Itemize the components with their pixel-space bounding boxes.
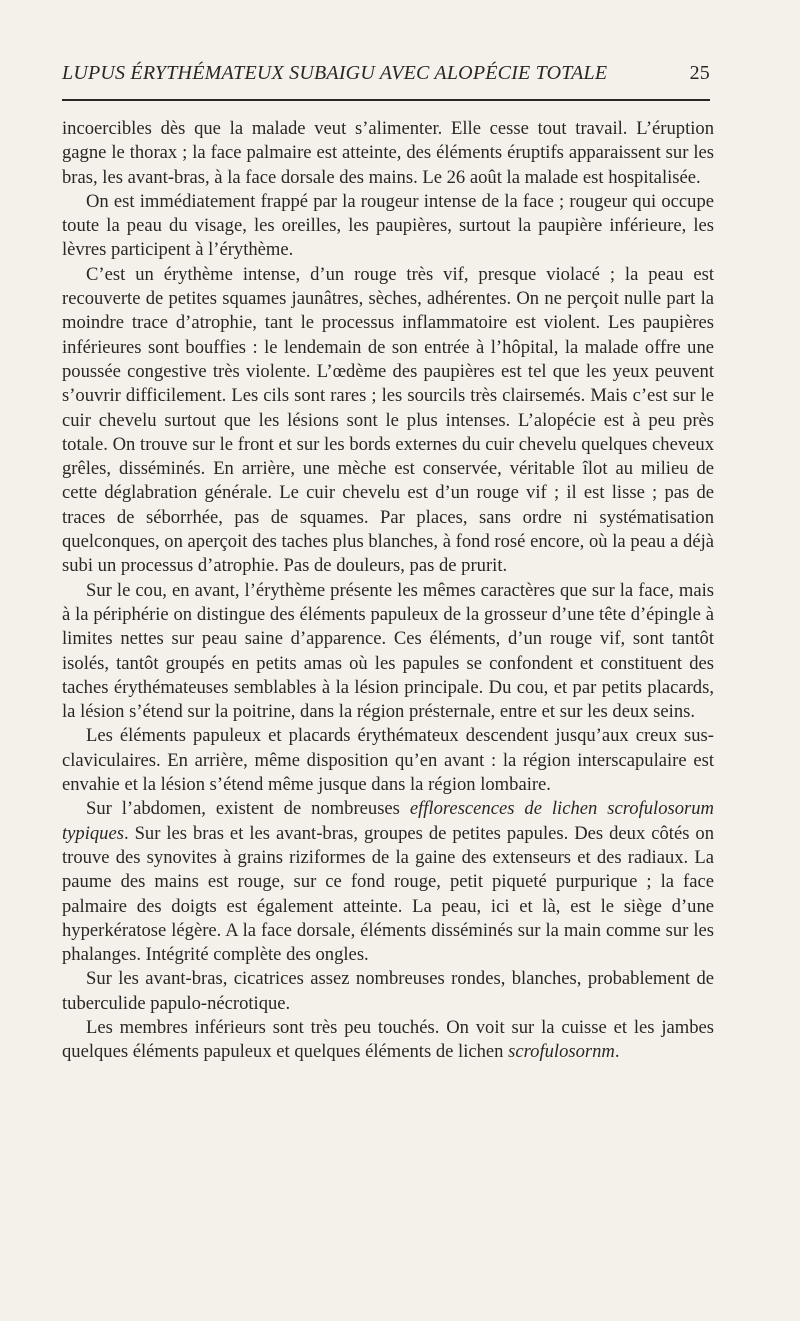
paragraph-papular-elements: Les éléments papuleux et placards érythémateux descendent jusqu’aux creux sus-claviculaires. En arrière, même disposition qu’en avant : la région interscapulaire est envahie et la lésion s’étend même jusque dans la région lombaire. bbox=[62, 725, 714, 796]
lichen-term: efflorescences de lichen scrofulosorum typiques bbox=[62, 798, 714, 844]
running-head bbox=[62, 62, 710, 92]
scrofulosorum-term: scrofulosornm bbox=[508, 1041, 615, 1063]
paragraph-lower-limbs bbox=[62, 1016, 714, 1065]
paragraph-abdomen bbox=[62, 797, 714, 967]
legs-lead-text: Les membres inférieurs sont très peu touchés. On voit sur la cuisse et les jambes quelques éléments papuleux et quelques éléments de lichen bbox=[62, 1016, 714, 1063]
body-text bbox=[62, 117, 714, 1065]
paragraph-neck: Sur le cou, en avant, l’érythème présente les mêmes caractères que sur la face, mais à la périphérie on distingue des éléments papuleux de la grosseur d’une tête d’épingle à limites nettes sur peau saine d’apparence. Ces éléments, d’un rouge vif, sont tantôt isolés, tantôt groupés en petits amas où les papules se confondent et constituent des taches érythémateuses semblables à la lésion principale. Du cou, et par petits placards, la lésion s’étend sur la poitrine, dans la région présternale, entre et sur les deux seins. bbox=[62, 579, 714, 723]
header-rule bbox=[62, 99, 710, 101]
page-number: 25 bbox=[689, 62, 710, 84]
paragraph-erythema-scalp: C’est un érythème intense, d’un rouge très vif, presque violacé ; la peau est recouverte de petites squames jaunâtres, sèches, adhérentes. On ne perçoit nulle part la moindre trace d’atrophie, tant le processus inflammatoire est violent. Les paupières inférieures sont bouffies : le lendemain de son entrée à l’hôpital, la malade offre une poussée congestive très violente. L’œdème des paupières est tel que les yeux peuvent s’ouvrir difficilement. Les cils sont rares ; les sourcils très clairsemés. Mais c’est sur le cuir chevelu surtout que les lésions sont le plus intenses. L’alopécie est à peu près totale. On trouve sur le front et sur les bords externes du cuir chevelu quelques cheveux grêles, disséminés. En arrière, une mèche est conservée, véritable îlot au milieu de cette déglabration générale. Le cuir chevelu est d’un rouge vif ; il est lisse ; pas de traces de séborrhée, pas de squames. Par places, sans ordre ni systématisation quelconques, on aperçoit des taches plus blanches, à fond rosé encore, où la peau a déjà subi un processus d’atrophie. Pas de douleurs, pas de prurit. bbox=[62, 263, 714, 577]
abdomen-lead-text: Sur l’abdomen, existent de nombreuses bbox=[86, 798, 410, 820]
running-title: LUPUS ÉRYTHÉMATEUX SUBAIGU AVEC ALOPÉCIE TOTALE bbox=[62, 62, 608, 84]
abdomen-rest-text: . Sur les bras et les avant-bras, groupes de petites papules. Des deux côtés on trouve des synovites à grains riziformes de la gaine des extenseurs et des radiaux. La paume des mains est rouge, sur ce fond rouge, petit piqueté purpurique ; la face palmaire des doigts est également atteinte. La peau, ici et là, est le siège d’une hyperkératose légère. A la face dorsale, éléments disséminés sur la main comme sur les phalanges. Intégrité complète des ongles. bbox=[62, 822, 714, 966]
paragraph-face-redness: On est immédiatement frappé par la rougeur intense de la face ; rougeur qui occupe toute la peau du visage, les oreilles, les paupières, surtout la paupière inférieure, les lèvres participent à l’érythème. bbox=[62, 190, 714, 261]
paragraph-continuation: incoercibles dès que la malade veut s’alimenter. Elle cesse tout travail. L’éruption gagne le thorax ; la face palmaire est atteinte, des éléments éruptifs apparaissent sur les bras, les avant-bras, à la face dorsale des mains. Le 26 août la malade est hospitalisée. bbox=[62, 118, 714, 188]
paragraph-forearm-scars: Sur les avant-bras, cicatrices assez nombreuses rondes, blanches, probablement de tuberculide papulo-nécrotique. bbox=[62, 968, 714, 1014]
legs-rest-text: . bbox=[614, 1041, 620, 1063]
